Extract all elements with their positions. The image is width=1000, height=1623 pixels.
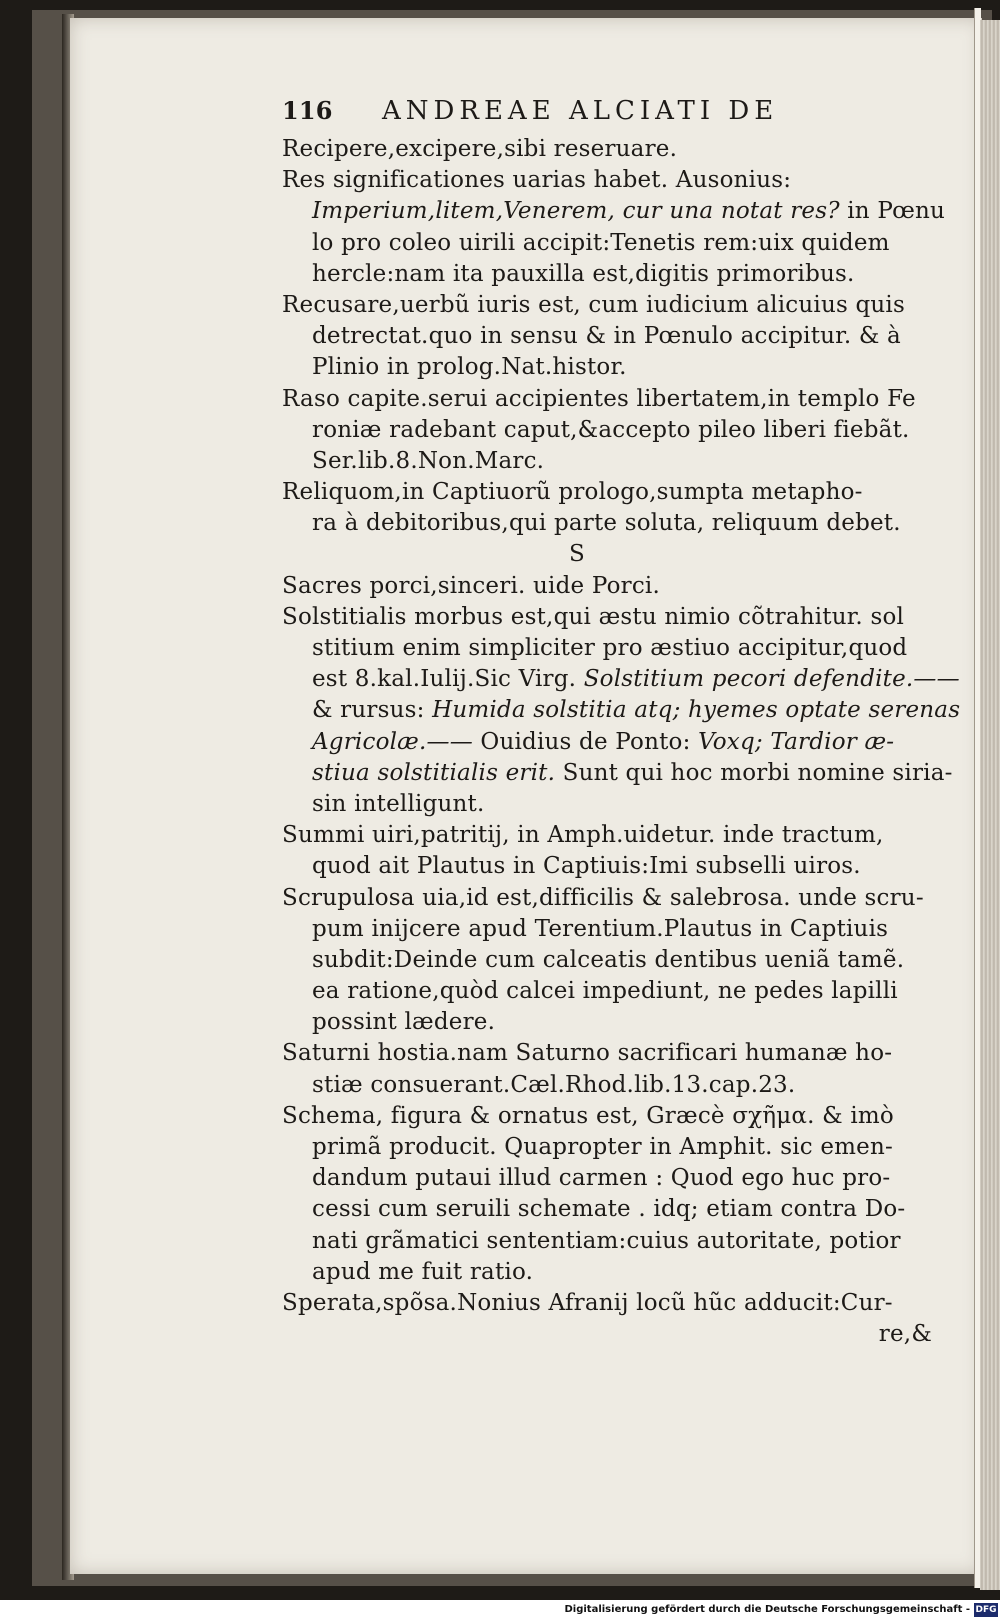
funding-note: Digitalisierung gefördert durch die Deutsche Forschungsgemeinschaft -: [564, 1604, 970, 1615]
text-line: Solstitialis morbus est,qui æstu nimio cõtrahitur. sol: [282, 603, 905, 630]
text-line: subdit:Deinde cum calceatis dentibus ueniã tamẽ.: [312, 946, 905, 973]
dfg-logo: DFG: [975, 1605, 997, 1615]
page-number: 116: [282, 96, 333, 125]
page-text-block: [282, 96, 961, 1350]
italic-quote: Humida solstitia atq; hyemes optate serenas: [432, 697, 961, 724]
text-line: roniæ radebant caput,&accepto pileo liberi fiebãt.: [312, 416, 910, 443]
text-line: Plinio in prolog.Nat.histor.: [312, 354, 627, 381]
text-lines: [282, 134, 961, 1350]
italic-quote: Imperium,litem,Venerem, cur una notat res?: [312, 198, 840, 225]
text-line: detrectat.quo in sensu & in Pœnulo accipitur. & à: [312, 323, 901, 350]
text-line: [282, 196, 946, 227]
text-line: ra à debitoribus,qui parte soluta, reliquum debet.: [312, 510, 901, 537]
text-line: pum inijcere apud Terentium.Plautus in Captiuis: [312, 915, 889, 942]
text-line: possint lædere.: [312, 1009, 496, 1036]
text-span: Ouidius de Ponto:: [472, 728, 699, 755]
text-line: Summi uiri,patritij, in Amph.uidetur. inde tractum,: [282, 822, 884, 849]
text-line: apud me fuit ratio.: [312, 1258, 534, 1285]
text-line: Schema, figura & ornatus est, Græcè σχῆμα. & imò: [282, 1102, 894, 1129]
text-line: ea ratione,quòd calcei impediunt, ne pedes lapilli: [312, 978, 898, 1005]
text-line: Recusare,uerbũ iuris est, cum iudicium alicuius quis: [282, 291, 905, 318]
running-title: ANDREAE ALCIATI DE: [382, 96, 779, 126]
italic-quote: stiua solstitialis erit.: [312, 759, 556, 786]
text-line: Ser.lib.8.Non.Marc.: [312, 447, 545, 474]
running-head: [282, 96, 932, 134]
text-line: Raso capite.serui accipientes libertatem,in templo Fe: [282, 385, 916, 412]
text-line: nati grãmatici sententiam:cuius autoritate, potior: [312, 1227, 901, 1254]
text-line: primã producit. Quapropter in Amphit. sic emen-: [312, 1134, 893, 1160]
text-span: Sunt qui hoc morbi nomine siria-: [555, 759, 953, 786]
text-line: Recipere,excipere,sibi reseruare.: [282, 136, 678, 162]
text-line: hercle:nam ita pauxilla est,digitis primoribus.: [312, 260, 855, 287]
digitization-footer: [0, 1600, 1000, 1623]
text-line: [282, 695, 961, 726]
text-line: Scrupulosa uia,id est,difficilis & salebrosa. unde scru-: [282, 884, 924, 911]
italic-quote: Agricolæ.——: [312, 728, 473, 755]
text-line: [282, 727, 932, 758]
italic-quote: Solstitium pecori defendite.——: [583, 666, 960, 693]
text-line: dandum putaui illud carmen : Quod ego huc pro-: [312, 1165, 891, 1192]
text-line: Sperata,spõsa.Nonius Afranij locũ hũc adducit:Cur-: [282, 1289, 893, 1316]
text-line: [282, 758, 953, 789]
text-line: cessi cum seruili schemate . idq; etiam contra Do-: [312, 1196, 906, 1223]
text-line: Reliquom,in Captiuorũ prologo,sumpta metapho-: [282, 479, 863, 506]
text-line: Saturni hostia.nam Saturno sacrificari humanæ ho-: [282, 1040, 893, 1067]
text-line: stitium enim simpliciter pro æstiuo accipitur,quod: [312, 635, 908, 661]
text-span: in Pœnu: [839, 198, 946, 225]
italic-quote: Voxq; Tardior æ-: [698, 728, 895, 755]
text-line: quod ait Plautus in Captiuis:Imi subselli uiros.: [312, 853, 861, 880]
text-span: est 8.kal.Iulij.Sic Virg.: [312, 666, 584, 693]
text-span: & rursus:: [312, 697, 433, 724]
text-line: stiæ consuerant.Cæl.Rhod.lib.13.cap.23.: [312, 1071, 796, 1098]
text-line: re,&: [878, 1321, 932, 1348]
page-stack-edge: [980, 20, 1000, 1590]
text-line: [282, 664, 960, 695]
text-line: sin intelligunt.: [312, 790, 485, 817]
text-line: S: [569, 541, 585, 568]
text-line: Sacres porci,sinceri. uide Porci.: [282, 572, 660, 599]
text-line: lo pro coleo uirili accipit:Tenetis rem:uix quidem: [312, 229, 890, 256]
text-line: Res significationes uarias habet. Ausonius:: [282, 167, 792, 194]
